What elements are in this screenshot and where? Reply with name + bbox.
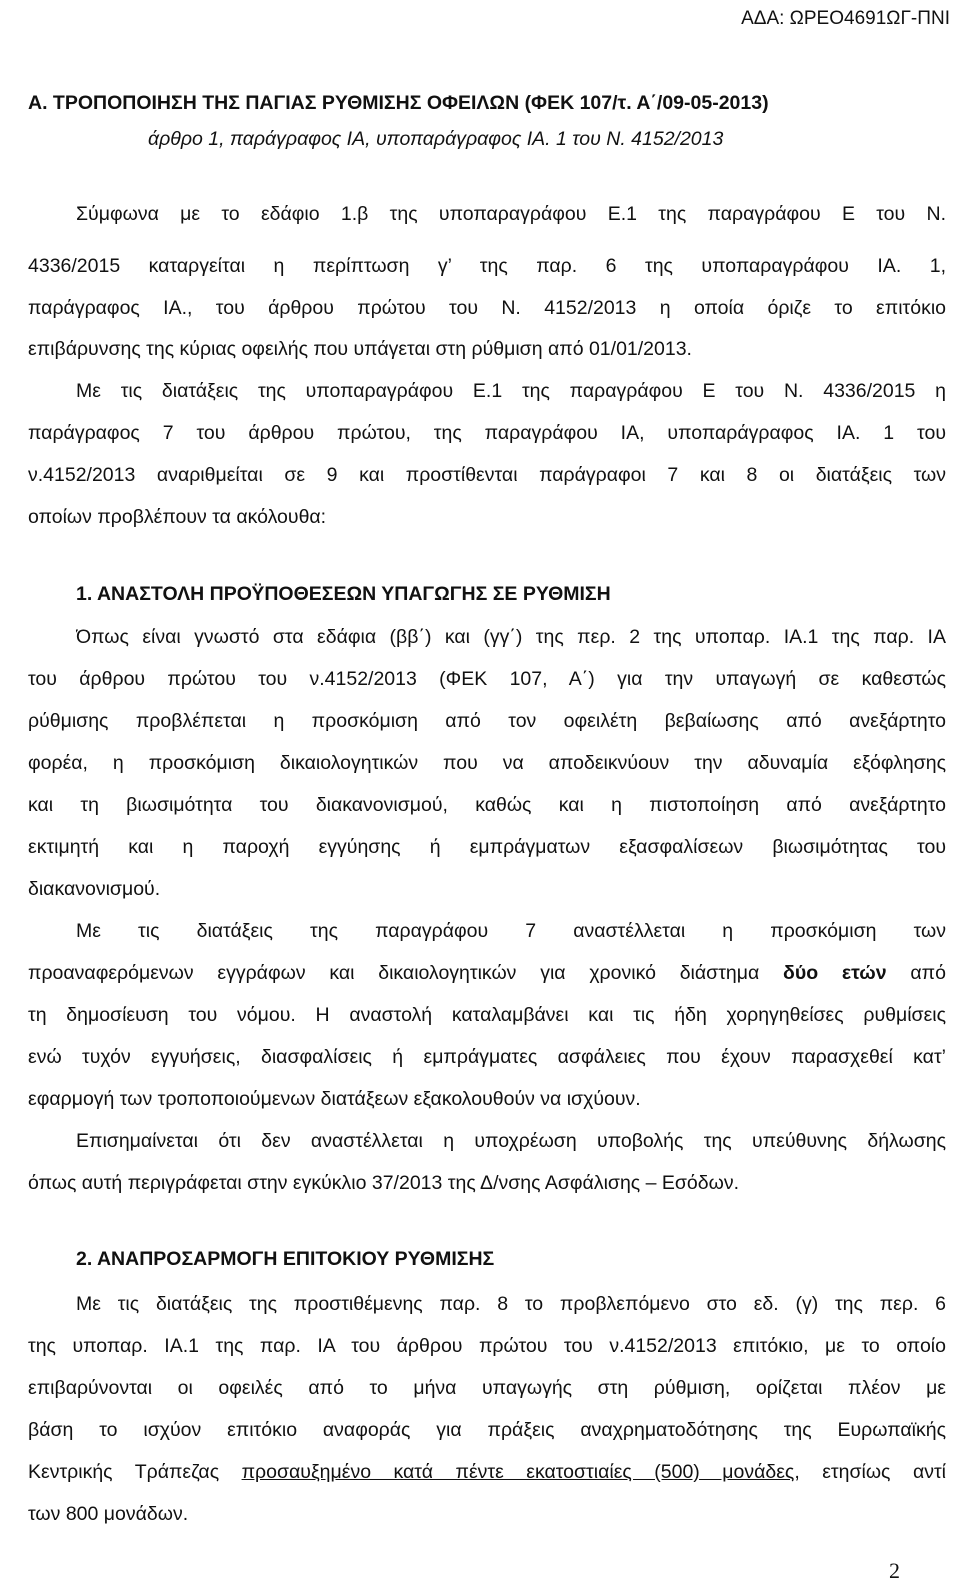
text-line: διακανονισμού.	[28, 878, 161, 900]
bold-emphasis: δύο ετών	[783, 962, 887, 984]
text-line: Με τις διατάξεις της προστιθέμενης παρ. 8 το προβλεπόμενο στο εδ. (γ) της περ. 6	[76, 1293, 946, 1315]
text-line: Επισημαίνεται ότι δεν αναστέλλεται η υποχρέωση υποβολής της υπεύθυνης δήλωσης	[76, 1130, 946, 1152]
document-title: Α. ΤΡΟΠΟΠΟΙΗΣΗ ΤΗΣ ΠΑΓΙΑΣ ΡΥΘΜΙΣΗΣ ΟΦΕΙΛΩΝ (ΦΕΚ 107/τ. Α΄/09-05-2013)	[28, 92, 769, 114]
text-line: τη δημοσίευση του νόμου. Η αναστολή καταλαμβάνει και τις ήδη χορηγηθείσες ρυθμίσεις	[28, 1004, 946, 1026]
text-line: παράγραφος ΙΑ., του άρθρου πρώτου του Ν. 4152/2013 η οποία όριζε το επιτόκιο	[28, 297, 946, 319]
text-line: του άρθρου πρώτου του ν.4152/2013 (ΦΕΚ 107, Α΄) για την υπαγωγή σε καθεστώς	[28, 668, 946, 690]
document-subtitle: άρθρο 1, παράγραφος ΙΑ, υποπαράγραφος ΙΑ. 1 του Ν. 4152/2013	[148, 128, 724, 150]
text-line: οποίων προβλέπουν τα ακόλουθα:	[28, 506, 327, 528]
text-line: εφαρμογή των τροποποιούμενων διατάξεων εξακολουθούν να ισχύουν.	[28, 1088, 641, 1110]
text-span: προαναφερόμενων εγγράφων και δικαιολογητικών για χρονικό διάστημα	[28, 962, 784, 984]
underlined-emphasis: προσαυξημένο κατά πέντε εκατοστιαίες (500) μονάδες	[241, 1461, 795, 1483]
section-heading: 1. ΑΝΑΣΤΟΛΗ ΠΡΟΫΠΟΘΕΣΕΩΝ ΥΠΑΓΩΓΗΣ ΣΕ ΡΥΘΜΙΣΗ	[76, 583, 611, 605]
text-line: ρύθμισης προβλέπεται η προσκόμιση από τον οφειλέτη βεβαίωσης από ανεξάρτητο	[28, 710, 946, 732]
text-line: των 800 μονάδων.	[28, 1503, 189, 1525]
text-line: επιβάρυνσης της κύριας οφειλής που υπάγεται στη ρύθμιση από 01/01/2013.	[28, 338, 692, 360]
text-line: και τη βιωσιμότητα του διακανονισμού, καθώς και η πιστοποίηση από ανεξάρτητο	[28, 794, 946, 816]
text-line: Όπως είναι γνωστό στα εδάφια (ββ΄) και (γγ΄) της περ. 2 της υποπαρ. ΙΑ.1 της παρ. ΙΑ	[76, 626, 946, 648]
section-heading: 2. ΑΝΑΠΡΟΣΑΡΜΟΓΗ ΕΠΙΤΟΚΙΟΥ ΡΥΘΜΙΣΗΣ	[76, 1248, 495, 1270]
text-line: επιβαρύνονται οι οφειλές από το μήνα υπαγωγής στη ρύθμιση, ορίζεται πλέον με	[28, 1377, 946, 1399]
text-line: Με τις διατάξεις της υποπαραγράφου Ε.1 της παραγράφου Ε του Ν. 4336/2015 η	[76, 380, 946, 402]
page-number: 2	[889, 1558, 900, 1583]
text-span: , ετησίως αντί	[794, 1461, 946, 1483]
text-line: Με τις διατάξεις της παραγράφου 7 αναστέλλεται η προσκόμιση των	[76, 920, 946, 942]
text-line: εκτιμητή και η παροχή εγγύησης ή εμπράγματων εξασφαλίσεων βιωσιμότητας του	[28, 836, 946, 858]
text-line: ν.4152/2013 αναριθμείται σε 9 και προστίθενται παράγραφοι 7 και 8 οι διατάξεις των	[28, 464, 946, 486]
text-line: παράγραφος 7 του άρθρου πρώτου, της παραγράφου ΙΑ, υποπαράγραφος ΙΑ. 1 του	[28, 422, 946, 444]
text-span: από	[886, 962, 946, 984]
text-line: φορέα, η προσκόμιση δικαιολογητικών που να αποδεικνύουν την αδυναμία εξόφλησης	[28, 752, 946, 774]
text-line	[28, 1459, 946, 1485]
text-line: βάση το ισχύον επιτόκιο αναφοράς για πράξεις αναχρηματοδότησης της Ευρωπαϊκής	[28, 1419, 946, 1441]
text-line: της υποπαρ. ΙΑ.1 της παρ. ΙΑ του άρθρου πρώτου του ν.4152/2013 επιτόκιο, με το οποίο	[28, 1335, 946, 1357]
text-line	[28, 960, 946, 986]
text-span: Κεντρικής Τράπεζας	[28, 1461, 242, 1483]
text-line: ενώ τυχόν εγγυήσεις, διασφαλίσεις ή εμπράγματες ασφάλειες που έχουν παρασχεθεί κατ’	[28, 1046, 946, 1068]
ada-code: ΑΔΑ: ΩΡΕΟ4691ΩΓ-ΠΝΙ	[741, 8, 950, 29]
text-line: Σύμφωνα με το εδάφιο 1.β της υποπαραγράφου Ε.1 της παραγράφου Ε του Ν.	[76, 203, 946, 225]
text-line: 4336/2015 καταργείται η περίπτωση γ’ της παρ. 6 της υποπαραγράφου ΙΑ. 1,	[28, 255, 946, 277]
text-line: όπως αυτή περιγράφεται στην εγκύκλιο 37/2013 της Δ/νσης Ασφάλισης – Εσόδων.	[28, 1172, 740, 1194]
